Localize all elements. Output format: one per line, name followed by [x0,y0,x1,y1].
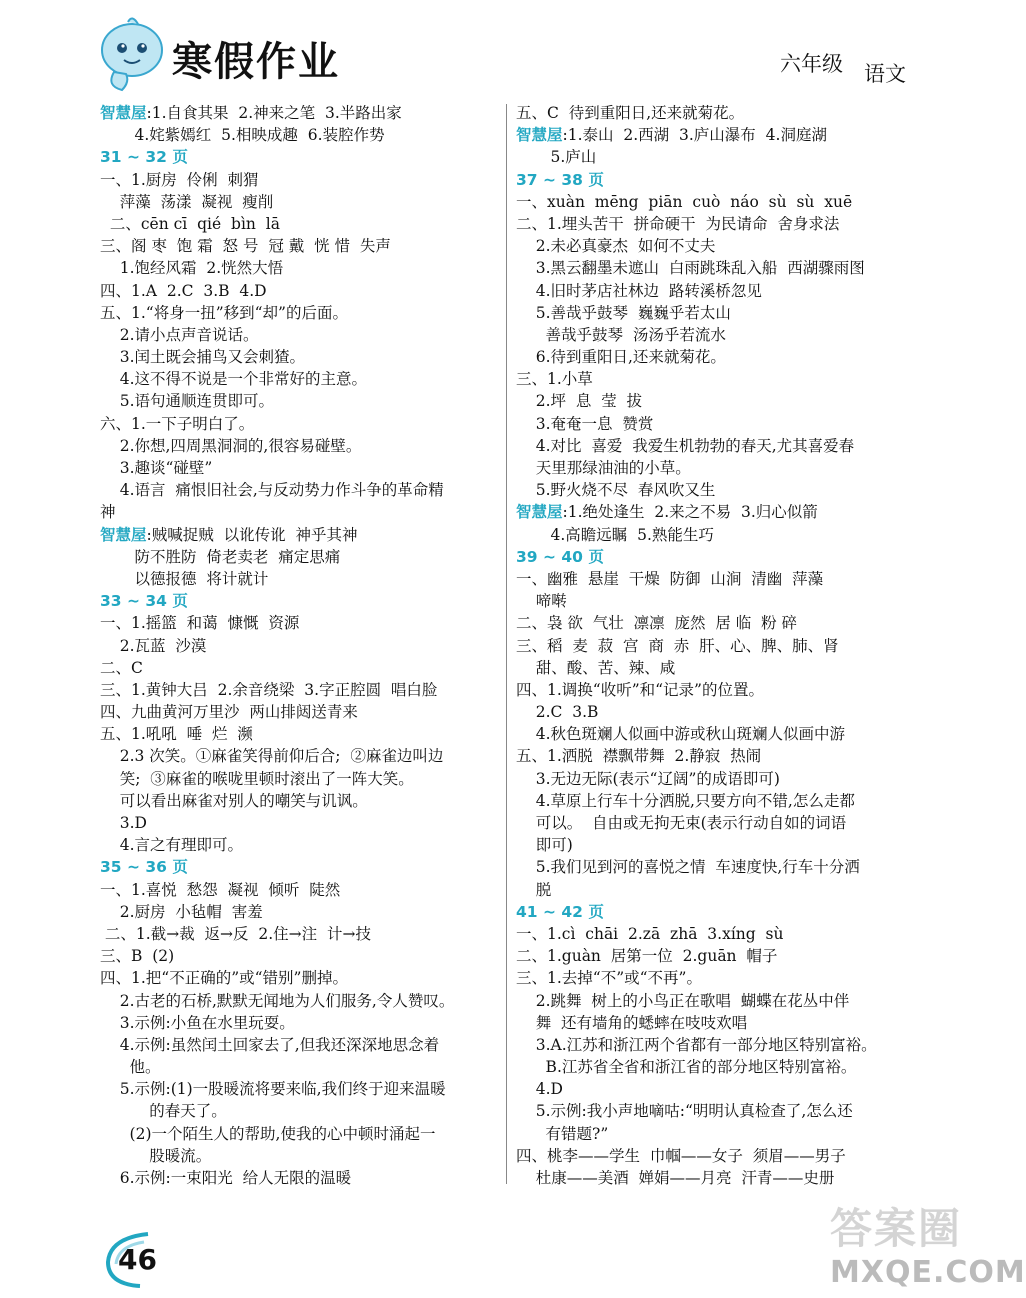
wisdom-house-label: 智慧屋 [516,502,563,522]
answer-line [100,102,500,124]
answer-line: 四、1.把“不正确的”或“错别”删掉。 [100,969,348,988]
answer-line: 4.对比 喜爱 我爱生机勃勃的春天,尤其喜爱春 [516,436,855,455]
answer-line: 3.闰土既会捕鸟又会刺猹。 [100,348,305,367]
watermark-url: MXQE.COM [830,1255,1026,1290]
answer-line: 一、1.厨房 伶俐 刺猬 [100,170,259,189]
answer-line: 萍藻 荡漾 凝视 瘦削 [100,192,274,211]
answer-text: :1.自食其果 2.神来之笔 3.半路出家 [146,104,402,122]
book-title: 寒假作业 [172,38,340,85]
answer-line: 二、1.埋头苦干 拼命硬干 为民请命 舍身求法 [516,214,840,233]
answer-line: 有错题?” [516,1124,609,1143]
answer-line: 4.言之有理即可。 [100,836,243,855]
answer-line: 2.跳舞 树上的小鸟正在歌唱 蝴蝶在花丛中伴 [516,991,850,1010]
answer-line: 3.示例:小鱼在水里玩耍。 [100,1013,295,1032]
answer-line: 5.示例:(1)一股暖流将要来临,我们终于迎来温暖 [100,1080,446,1099]
answer-line: 三、1.小草 [516,370,593,389]
answer-line: 4.草原上行车十分洒脱,只要方向不错,怎么走都 [516,791,855,810]
answer-line: 5.示例:我小声地嘀咕:“明明认真检查了,怎么还 [516,1102,853,1121]
answer-line: 4.这不得不说是一个非常好的主意。 [100,370,367,389]
column-divider [506,104,507,1184]
answer-line: 四、九曲黄河万里沙 两山排闼送青来 [100,703,358,722]
answer-line: 啼啭 [516,592,567,611]
section-page-heading: 39 ~ 40 页 [516,547,604,566]
answer-line: 脱 [516,880,552,899]
answer-line: 5.善哉乎鼓琴 巍巍乎若太山 [516,303,731,322]
answer-line: 2.C 3.B [516,703,599,722]
grade-label: 六年级 [780,52,843,76]
answer-line: 1.饱经风霜 2.恍然大悟 [100,259,284,278]
answer-line: 以德报德 将计就计 [100,569,269,588]
answer-line: 二、袅 欲 气壮 凛凛 庞然 居 临 粉 碎 [516,614,798,633]
answer-line: 4.姹紫嫣红 5.相映成趣 6.装腔作势 [100,126,385,145]
section-page-heading: 31 ~ 32 页 [100,148,188,167]
answer-line: 4.旧时茅店社林边 路转溪桥忽见 [516,281,762,300]
answer-line: 可以。 自由或无拘无束(表示行动自如的词语 [516,814,847,832]
answer-line: 四、桃李——学生 巾帼——女子 须眉——男子 [516,1146,846,1165]
answer-text: :贼喊捉贼 以讹传讹 神乎其神 [146,525,358,544]
answer-line [516,501,916,523]
answer-line: 三、1.去掉“不”或“不再”。 [516,969,702,988]
answer-line: 5.庐山 [516,148,597,167]
answer-line: 四、1.A 2.C 3.B 4.D [100,281,267,300]
answer-line: 6.示例:一束阳光 给人无限的温暖 [100,1169,352,1187]
answer-line [100,524,500,546]
answer-line: 笑; ③麻雀的喉咙里顿时滚出了一阵大笑。 [100,769,414,788]
answer-line: 二、C [100,658,143,677]
answer-line: 三、1.黄钟大吕 2.余音绕梁 3.字正腔圆 唱白脸 [100,680,438,699]
answer-line: 4.高瞻远瞩 5.熟能生巧 [516,525,714,544]
answer-line: 4.D [516,1080,563,1099]
answer-line: B.江苏省全省和浙江省的部分地区特别富裕。 [516,1058,857,1077]
page-header [0,0,1000,100]
answer-line: 天里那绿油油的小草。 [516,459,691,477]
answer-line: 4.示例:虽然闰土回家去了,但我还深深地思念着 [100,1035,440,1054]
answer-line: 股暖流。 [100,1146,212,1165]
answer-line: 五、1.洒脱 襟飘带舞 2.静寂 热闹 [516,747,762,766]
answer-line: 一、1.摇篮 和蔼 慷慨 资源 [100,614,300,633]
answer-line: 三、稻 麦 菽 宫 商 赤 肝、心、脾、肺、肾 [516,636,839,655]
answer-line: 2.厨房 小毡帽 害羞 [100,902,263,921]
answer-line: 2.请小点声音说话。 [100,325,259,344]
answer-line: 3.无边无际(表示“辽阔”的成语即可) [516,769,780,788]
answer-line: 二、1.截→裁 返→反 2.住→注 计→技 [100,924,372,943]
answer-line: 2.瓦蓝 沙漠 [100,636,207,655]
answer-line: 一、xuàn mēng piān cuò náo sù sù xuē [516,192,853,211]
dolphin-mascot-icon [92,12,172,94]
answer-line: 4.秋色斑斓人似画中游或秋山斑斓人似画中游 [516,725,845,744]
answer-line: 他。 [100,1058,161,1077]
answer-line: 3.奄奄一息 赞赏 [516,414,654,433]
answer-line: 即可) [516,836,573,855]
answer-line: 的春天了。 [100,1102,227,1121]
answer-line: 一、1.喜悦 愁怨 凝视 倾听 陡然 [100,880,341,899]
subject-label: 语文 [864,62,906,86]
answer-text: :1.绝处逢生 2.来之不易 3.归心似箭 [562,503,818,522]
answer-line: 5.语句通顺连贯即可。 [100,392,274,411]
watermark-text: 答案圈 [830,1204,963,1253]
answer-line: 五、1.“将身一扭”移到“却”的后面。 [100,303,348,322]
answer-line: 杜康——美酒 婵娟——月亮 汗青——史册 [516,1169,835,1187]
answer-line: 一、幽雅 悬崖 干燥 防御 山涧 清幽 萍藻 [516,569,824,588]
section-page-heading: 33 ~ 34 页 [100,592,188,611]
answer-line: 2.未必真豪杰 如何不丈夫 [516,237,716,256]
answer-line: 3.D [100,814,147,832]
answer-text: :1.泰山 2.西湖 3.庐山瀑布 4.洞庭湖 [562,126,827,145]
answer-column-left [100,102,500,1189]
answer-line: 五、C 待到重阳日,还来就菊花。 [516,104,745,122]
answer-line: 3.A.江苏和浙江两个省都有一部分地区特别富裕。 [516,1035,877,1054]
section-page-heading: 37 ~ 38 页 [516,170,604,189]
answer-line: 2.你想,四周黑洞洞的,很容易碰壁。 [100,436,362,455]
answer-line: 六、1.一下子明白了。 [100,414,255,433]
answer-line: 2.古老的石桥,默默无闻地为人们服务,令人赞叹。 [100,991,455,1010]
answer-line: 三、阁 枣 饱 霜 怒 号 冠 戴 恍 惜 失声 [100,237,391,256]
answer-line: 5.我们见到河的喜悦之情 车速度快,行车十分洒 [516,858,860,877]
answer-line: 二、1.guàn 居第一位 2.guān 帽子 [516,947,778,966]
wisdom-house-label: 智慧屋 [100,524,147,544]
answer-line [516,124,916,146]
answer-line: 3.趣谈“碰壁” [100,459,213,477]
answer-line: 可以看出麻雀对别人的嘲笑与讥讽。 [100,791,368,810]
answer-line: 甜、酸、苦、辣、咸 [516,658,676,677]
wisdom-house-label: 智慧屋 [516,125,563,145]
answer-line: (2)一个陌生人的帮助,使我的心中顿时涌起一 [100,1124,436,1143]
answer-line: 一、1.cì chāi 2.zā zhā 3.xíng sù [516,924,784,943]
answer-line: 二、cēn cī qié bìn lā [100,214,280,233]
page-number: 46 [118,1243,157,1276]
section-page-heading: 35 ~ 36 页 [100,858,188,877]
answer-line: 四、1.调换“收听”和“记录”的位置。 [516,680,764,699]
answer-column-right [516,102,916,1189]
answer-line: 舞 还有墙角的蟋蟀在吱吱欢唱 [516,1013,748,1032]
answer-line: 防不胜防 倚老卖老 痛定思痛 [100,547,341,566]
section-page-heading: 41 ~ 42 页 [516,902,604,921]
answer-line: 2.3 次笑。①麻雀笑得前仰后合; ②麻雀边叫边 [100,747,444,766]
answer-line: 三、B (2) [100,947,175,966]
answer-line: 五、1.吼吼 唾 烂 濒 [100,725,253,744]
wisdom-house-label: 智慧屋 [100,103,147,122]
answer-line: 善哉乎鼓琴 汤汤乎若流水 [516,325,726,344]
answer-line: 神 [100,503,116,522]
answer-line: 2.坪 息 莹 拔 [516,392,643,411]
answer-line: 4.语言 痛恨旧社会,与反动势力作斗争的革命精 [100,481,444,500]
answer-line: 6.待到重阳日,还来就菊花。 [516,348,726,367]
answer-line: 5.野火烧不尽 春风吹又生 [516,481,716,500]
answer-line: 3.黑云翻墨未遮山 白雨跳珠乱入船 西湖骤雨图 [516,259,865,278]
